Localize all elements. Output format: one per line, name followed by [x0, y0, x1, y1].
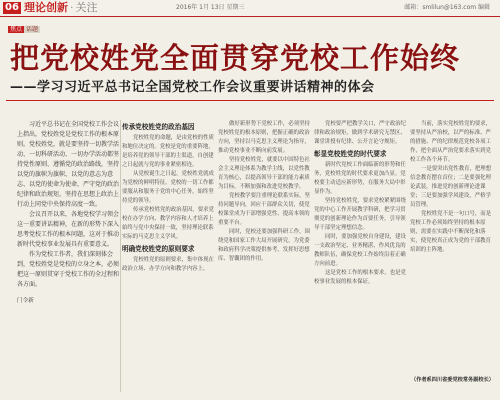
- column-5: [410, 120, 494, 392]
- section-title: [24, 1, 98, 15]
- paragraph: 同时，党校还要加强科研工作，围绕党和国家工作大局开展研究，为党委和政府科学决策提供参考，发挥好思想库、智囊团的作用。: [218, 229, 310, 262]
- paragraph: 同时，要加强党校自身建设，建设一支政治坚定、业务精湛、作风优良的教师队伍，确保党校工作始终沿着正确方向前进。: [314, 234, 406, 267]
- paragraph: 新时代党校工作面临新的形势和任务，党校姓党的时代要求更加凸显。党校要主动适应新形势，在服务大局中彰显作为。: [314, 162, 406, 195]
- column-3: [218, 120, 310, 392]
- paragraph: 这是党校工作的根本要求，也是党校事业发展的根本保证。: [314, 270, 406, 285]
- section-heading: 明确党校姓党的原则要求: [122, 245, 195, 253]
- tag-focus: 焦点: [10, 26, 23, 33]
- paragraph: 党校要严把教学关口，严守政治纪律和政治规矩，做到学术研究无禁区、课堂讲授有纪律、公开言论守规矩。: [314, 121, 406, 145]
- paragraph: 会议召开以来，各地党校学习领会这一重要讲话精神，在新的形势下深入思考党校工作的根本问题，这对于推动新时代党校事业发展具有重要意义。: [17, 211, 120, 248]
- paragraph: 从党校诞生之日起，党校姓党就成为党校的鲜明特征。党校的一切工作都要服从和服务于党的中心任务，始终坚持党的领导。: [122, 171, 214, 204]
- paragraph: 做好新形势下党校工作，必须坚持党校姓党的根本原则，把握正确的政治方向，坚持以马克思主义理论为指导，推动党校事业不断向前发展。: [218, 121, 310, 154]
- column-divider: [120, 120, 121, 392]
- paragraph: 党校姓党不是一句口号，而是党校工作必须始终坚持的根本原则，需要在实践中不断深化和落实，使党校真正成为党的干部教育培训的主阵地。: [410, 211, 492, 253]
- paragraph: 党校教学要注重理论联系实际，坚持问题导向，回应干部群众关切，使党校课堂成为干部增强党性、提高本领的重要平台。: [218, 193, 310, 226]
- editor-email: 邮箱：smlilun@163.com 编辑: [404, 4, 490, 11]
- headline: 把党校姓党全面贯穿党校工作始终: [10, 41, 461, 75]
- paragraph: 传承党校姓党的政治基因，要求党校在办学方向、教学内容和人才培养上始终与党中央保持一致，坚持理论联系实际的马克思主义学风。: [122, 207, 214, 240]
- section-subname: 关注: [75, 1, 98, 14]
- paragraph: 当前，落实党校姓党的要求，要坚持从严治校，以严的标准、严的措施、严的纪律规范党校各项工作，把全面从严治党要求落实到党校工作各个环节。: [410, 121, 492, 163]
- section-name: 理论创新: [24, 1, 68, 14]
- headline-rule: [6, 100, 494, 101]
- topic-tag: [8, 25, 40, 34]
- author-caption: （作者系四川省委党校常务副校长）: [410, 377, 494, 383]
- column-4: [314, 120, 406, 392]
- issue-date: 2016年 1月 13日 星期三: [176, 4, 245, 11]
- author-name: 门令新: [17, 298, 34, 304]
- top-header-bar: [0, 0, 500, 17]
- section-heading: 传承党校姓党的政治基因: [122, 123, 195, 131]
- column-1: [17, 120, 124, 392]
- paragraph: 党校姓党的命题，是由党校的性质和地位决定的。党校是党的重要阵地，是培养党的领导干部的主渠道，自创建之日起就与党的事业紧密相连。: [122, 135, 214, 168]
- paragraph: 坚持党校姓党，要求党校紧紧围绕党的中心工作开展教学科研，把学习贯彻党的创新理论作为首要任务，引导领导干部坚定理想信念。: [314, 198, 406, 231]
- tag-topic: 话题: [26, 26, 39, 33]
- paragraph: 一是要突出党性教育，把理想信念教育摆在首位；二是要强化理论武装，推进党的创新理论进课堂；三是要加强学风建设，严格学员管理。: [410, 166, 492, 208]
- page-number: 06: [3, 2, 21, 14]
- subheadline: ——学习习近平总书记全国党校工作会议重要讲话精神的体会: [10, 80, 375, 95]
- paragraph: 习近平总书记在全国党校工作会议上指出，党校姓党是党校工作的根本原则。党校姓党，就是要坚持一切教学活动、一切科研活动、一切办学活动都坚持党性原则、遵循党的政治路线，坚持以党的旗帜为旗帜、以党的意志为意志、以党的使命为使命，严守党的政治纪律和政治规矩，坚持在思想上政治上行动上同党中央保持高度一致。: [17, 121, 120, 208]
- section-heading: 彰显党校姓党的时代要求: [314, 150, 387, 158]
- section-separator: ·: [70, 1, 74, 14]
- paragraph: 坚持党校姓党，就要以中国特色社会主义理论体系为教学主线，以党性教育为核心，以提高领导干部的能力素质为目标，不断加强和改进党校教学。: [218, 157, 310, 190]
- column-2: [122, 120, 214, 392]
- paragraph: 作为党校工作者，我们深刻体会到，党校姓党是党校的立身之本，必须把这一原则贯穿于党校工作的全过程和各方面。: [17, 251, 120, 288]
- paragraph: 党校姓党的原则要求，集中体现在政治立场、办学方向和教学内容上。: [122, 257, 214, 272]
